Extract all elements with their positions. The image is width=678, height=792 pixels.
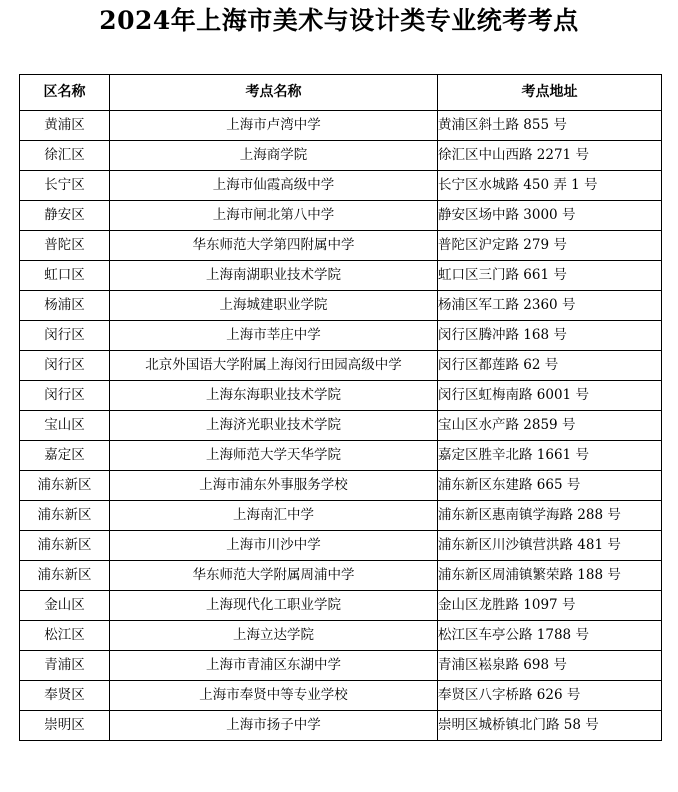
site-name-cell: 上海城建职业学院 — [110, 291, 438, 321]
site-name-cell: 上海市卢湾中学 — [110, 111, 438, 141]
table-row — [20, 441, 662, 471]
site-name-cell: 上海市莘庄中学 — [110, 321, 438, 351]
district-cell: 闵行区 — [20, 351, 110, 381]
site-name-cell: 上海市青浦区东湖中学 — [110, 651, 438, 681]
district-cell: 长宁区 — [20, 171, 110, 201]
table-row — [20, 531, 662, 561]
table-row — [20, 201, 662, 231]
site-address-cell: 普陀区沪定路 279 号 — [438, 231, 662, 261]
site-name-cell: 华东师范大学附属周浦中学 — [110, 561, 438, 591]
site-address-cell: 浦东新区惠南镇学海路 288 号 — [438, 501, 662, 531]
district-cell: 奉贤区 — [20, 681, 110, 711]
site-address-cell: 长宁区水城路 450 弄 1 号 — [438, 171, 662, 201]
table-row — [20, 171, 662, 201]
site-name-cell: 上海市奉贤中等专业学校 — [110, 681, 438, 711]
district-cell: 宝山区 — [20, 411, 110, 441]
site-address-cell: 浦东新区东建路 665 号 — [438, 471, 662, 501]
site-name-cell: 上海市川沙中学 — [110, 531, 438, 561]
table-row — [20, 291, 662, 321]
district-cell: 徐汇区 — [20, 141, 110, 171]
district-cell: 闵行区 — [20, 381, 110, 411]
site-name-cell: 上海南汇中学 — [110, 501, 438, 531]
site-address-cell: 金山区龙胜路 1097 号 — [438, 591, 662, 621]
site-name-cell: 华东师范大学第四附属中学 — [110, 231, 438, 261]
table-body — [20, 111, 662, 741]
site-address-cell: 闵行区腾冲路 168 号 — [438, 321, 662, 351]
table-row — [20, 681, 662, 711]
site-address-cell: 嘉定区胜辛北路 1661 号 — [438, 441, 662, 471]
site-name-cell: 上海济光职业技术学院 — [110, 411, 438, 441]
district-cell: 虹口区 — [20, 261, 110, 291]
site-name-cell: 上海立达学院 — [110, 621, 438, 651]
site-address-cell: 黄浦区斜土路 855 号 — [438, 111, 662, 141]
table-row — [20, 141, 662, 171]
district-cell: 闵行区 — [20, 321, 110, 351]
site-address-cell: 杨浦区军工路 2360 号 — [438, 291, 662, 321]
site-name-cell: 上海市浦东外事服务学校 — [110, 471, 438, 501]
table-row — [20, 231, 662, 261]
site-name-cell: 上海市仙霞高级中学 — [110, 171, 438, 201]
site-address-cell: 虹口区三门路 661 号 — [438, 261, 662, 291]
table-row — [20, 561, 662, 591]
site-name-cell: 上海师范大学天华学院 — [110, 441, 438, 471]
table-row — [20, 381, 662, 411]
district-cell: 杨浦区 — [20, 291, 110, 321]
site-name-cell: 上海商学院 — [110, 141, 438, 171]
district-cell: 松江区 — [20, 621, 110, 651]
district-cell: 嘉定区 — [20, 441, 110, 471]
site-address-cell: 闵行区都莲路 62 号 — [438, 351, 662, 381]
district-cell: 浦东新区 — [20, 471, 110, 501]
table-row — [20, 651, 662, 681]
site-address-cell: 崇明区城桥镇北门路 58 号 — [438, 711, 662, 741]
site-address-cell: 松江区车亭公路 1788 号 — [438, 621, 662, 651]
column-header-site-name: 考点名称 — [110, 75, 438, 111]
table-row — [20, 591, 662, 621]
table-row — [20, 261, 662, 291]
district-cell: 崇明区 — [20, 711, 110, 741]
table-row — [20, 351, 662, 381]
district-cell: 浦东新区 — [20, 531, 110, 561]
district-cell: 金山区 — [20, 591, 110, 621]
site-address-cell: 浦东新区川沙镇营洪路 481 号 — [438, 531, 662, 561]
district-cell: 浦东新区 — [20, 501, 110, 531]
site-name-cell: 北京外国语大学附属上海闵行田园高级中学 — [110, 351, 438, 381]
district-cell: 浦东新区 — [20, 561, 110, 591]
table-header-row — [20, 75, 662, 111]
exam-sites-table — [19, 74, 662, 741]
site-address-cell: 青浦区崧泉路 698 号 — [438, 651, 662, 681]
district-cell: 青浦区 — [20, 651, 110, 681]
site-name-cell: 上海现代化工职业学院 — [110, 591, 438, 621]
site-name-cell: 上海市闸北第八中学 — [110, 201, 438, 231]
table-row — [20, 471, 662, 501]
site-name-cell: 上海东海职业技术学院 — [110, 381, 438, 411]
page-title: 2024年上海市美术与设计类专业统考考点 — [99, 6, 579, 35]
site-address-cell: 静安区场中路 3000 号 — [438, 201, 662, 231]
table-row — [20, 621, 662, 651]
table-row — [20, 321, 662, 351]
site-address-cell: 闵行区虹梅南路 6001 号 — [438, 381, 662, 411]
site-address-cell: 浦东新区周浦镇繁荣路 188 号 — [438, 561, 662, 591]
table-row — [20, 501, 662, 531]
district-cell: 普陀区 — [20, 231, 110, 261]
table-row — [20, 711, 662, 741]
district-cell: 静安区 — [20, 201, 110, 231]
site-address-cell: 宝山区水产路 2859 号 — [438, 411, 662, 441]
site-name-cell: 上海南湖职业技术学院 — [110, 261, 438, 291]
column-header-site-address: 考点地址 — [438, 75, 662, 111]
site-address-cell: 徐汇区中山西路 2271 号 — [438, 141, 662, 171]
site-address-cell: 奉贤区八字桥路 626 号 — [438, 681, 662, 711]
table-row — [20, 111, 662, 141]
column-header-district: 区名称 — [20, 75, 110, 111]
table-row — [20, 411, 662, 441]
district-cell: 黄浦区 — [20, 111, 110, 141]
site-name-cell: 上海市扬子中学 — [110, 711, 438, 741]
